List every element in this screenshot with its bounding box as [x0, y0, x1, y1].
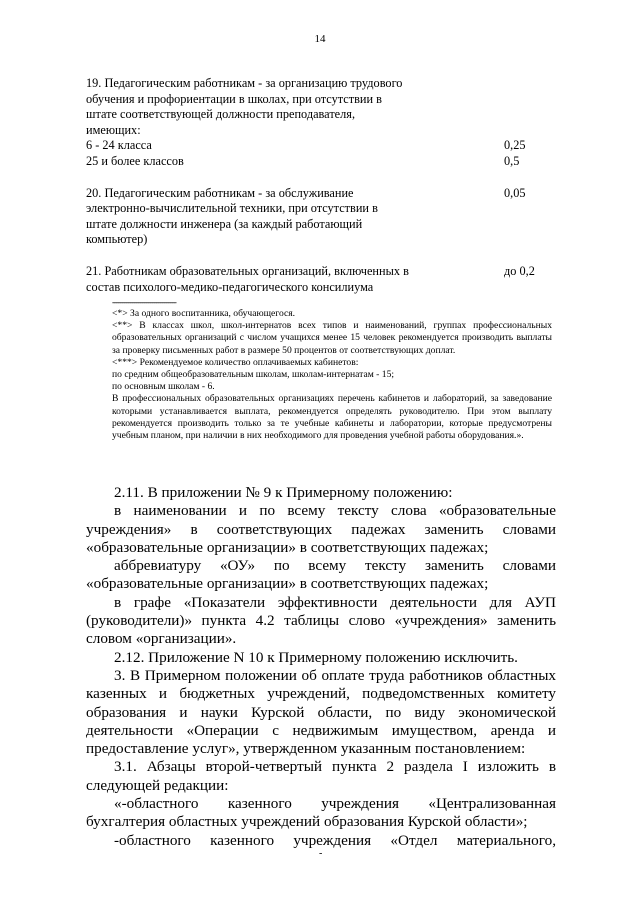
footnote-1: <*> За одного воспитанника, обучающегося. — [112, 308, 296, 319]
paragraph-quote-2: -областного казенного учреждения «Отдел материального, — [114, 831, 556, 849]
paragraph-naming: в наименовании и по всему тексту слова «образовательные учреждения» в соответствующих падежах заменить словами «образовательные организации» в соответствующих падежах; — [86, 502, 556, 556]
item-19 — [86, 76, 556, 170]
item-19-row-2 — [86, 154, 556, 170]
item-20 — [86, 186, 556, 248]
payment-items-list — [86, 76, 556, 309]
footnote-3-line-b: по основным школам - 6. — [112, 381, 215, 393]
footnote-separator: -------------------------------- — [112, 297, 176, 307]
item-20-text: 20. Педагогическим работникам - за обслуживание электронно-вычислительной техники, при отсутствии в штате должности инженера (за каждый работающий компьютер) — [86, 185, 378, 247]
item-19-row-1 — [86, 138, 556, 154]
paragraph-2-12: 2.12. Приложение N 10 к Примерному положению исключить. — [114, 648, 518, 666]
paragraph-quote-1: «-областного казенного учреждения «Централизованная бухгалтерия областных учреждений образования Курской области»; — [86, 795, 556, 831]
footnote-3: <***> Рекомендуемое количество оплачиваемых кабинетов: — [112, 356, 359, 368]
footnote-3-line-a: по средним общеобразовательным школам, школам-интернатам - 15; — [112, 369, 395, 381]
main-body — [86, 484, 556, 850]
item-21 — [86, 264, 556, 295]
paragraph-3: 3. В Примерном положении об оплате труда работников областных казенных и бюджетных учреждений, подведомственных комитету образования и науки Курской области, по виду экономической деятельности «Операции с недвижимым имуществом, аренда и предоставление услуг», утвержденном указанным постановлением: — [86, 666, 556, 758]
row-label: 6 - 24 класса — [86, 138, 152, 153]
item-20-value: 0,05 — [504, 185, 526, 200]
page-mark: - — [319, 848, 323, 859]
item-21-value: до 0,2 — [504, 263, 535, 278]
row-value: 0,25 — [504, 138, 526, 153]
paragraph-column: в графе «Показатели эффективности деятельности для АУП (руководители)» пункта 4.2 таблицы слово «учреждения» заменить словом «организации». — [86, 593, 556, 648]
page-number: 14 — [314, 33, 326, 45]
paragraph-3-1: 3.1. Абзацы второй-четвертый пункта 2 раздела I изложить в следующей редакции: — [86, 758, 556, 794]
row-label: 25 и более классов — [86, 153, 184, 168]
item-19-text: 19. Педагогическим работникам - за организацию трудового обучения и профориентации в школах, при отсутствии в штате соответствующей должности преподавателя, имеющих: — [86, 76, 403, 137]
paragraph-abbreviation: аббревиатуру «ОУ» по всему тексту заменить словами «образовательные организации» в соответствующих падежах; — [86, 557, 556, 593]
item-21-text: 21. Работникам образовательных организаций, включенных в состав психолого-медико-педагогического консилиума — [86, 263, 409, 294]
row-value: 0,5 — [504, 153, 520, 168]
footnotes — [112, 296, 552, 442]
footnote-3-paragraph: В профессиональных образовательных организациях перечень кабинетов и лабораторий, за заведование которыми устанавливается выплата, рекомендуется определять руководителю. При этом выплату рекомендуется производить только за те учебные кабинеты и лаборатории, которые предусмотрены учебным планом, при наличии в них необходимого для проведения учебной работы оборудования.». — [112, 393, 552, 442]
paragraph-2-11: 2.11. В приложении № 9 к Примерному положению: — [114, 484, 453, 501]
footnote-2: <**> В классах школ, школ-интернатов всех типов и наименований, группах профессиональных образовательных организаций с числом учащихся менее 15 человек рекомендуется производить выплаты за проверку письменных работ в размере 50 процентов от соответствующих доплат. — [112, 320, 552, 356]
